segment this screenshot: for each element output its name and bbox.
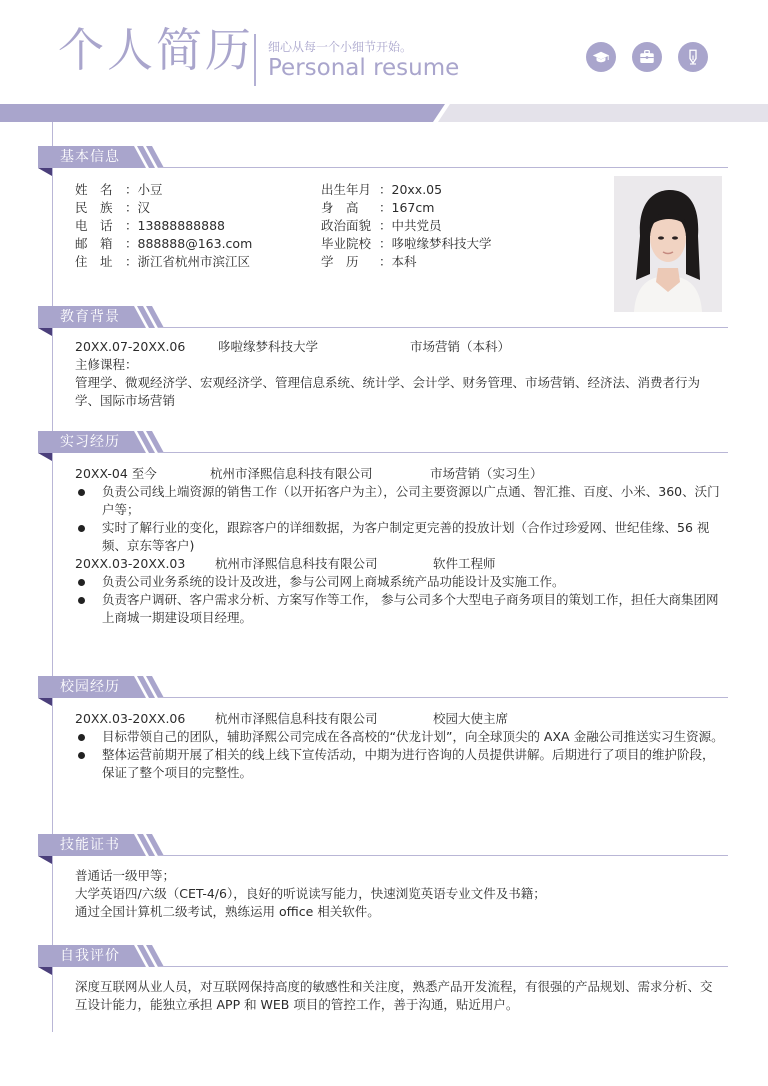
campus-bullets (75, 728, 725, 782)
page-subtitle: Personal resume (268, 55, 460, 81)
title-divider (254, 34, 256, 86)
education-major: 市场营销（本科） (410, 339, 511, 354)
job-bullets (75, 483, 725, 555)
section-header-skills (38, 834, 728, 856)
list-item: 负责公司业务系统的设计及改进，参与公司网上商城系统产品功能设计及实施工作。 (75, 573, 725, 591)
list-item: 负责客户调研、客户需求分析、方案写作等工作， 参与公司多个大型电子商务项目的策划工作，担任大商集团网上商城一期建设项目经理。 (75, 591, 725, 627)
section-title: 教育背景 (60, 309, 120, 325)
section-header-internship (38, 431, 728, 453)
campus-company: 杭州市泽熙信息科技有限公司 (215, 711, 378, 726)
header-band (0, 104, 768, 122)
graduation-cap-icon (586, 42, 616, 72)
list-item: 实时了解行业的变化，跟踪客户的详细数据，为客户制定更完善的投放计划（合作过珍爱网、世纪佳缘、56 视频、京东等客户) (75, 519, 725, 555)
job-date: 20XX-04 至今 (75, 466, 157, 481)
job-bullets (75, 573, 725, 627)
list-item: 目标带领自己的团队，辅助泽熙公司完成在各高校的“伏龙计划”，向全球顶尖的 AXA 金融公司推送实习生资源。 (75, 728, 725, 746)
job-role: 市场营销（实习生） (430, 466, 543, 481)
timeline-line (52, 122, 53, 1032)
courses-list: 管理学、微观经济学、宏观经济学、管理信息系统、统计学、会计学、财务管理、市场营销、经济法、消费者行为学、国际市场营销 (75, 375, 701, 408)
education-school: 哆啦缘梦科技大学 (218, 339, 319, 354)
list-item: 负责公司线上端资源的销售工作（以开拓客户为主），公司主要资源以广点通、智汇推、百度、小米、360、沃门户等； (75, 483, 725, 519)
job-date: 20XX.03-20XX.03 (75, 556, 186, 571)
campus-date: 20XX.03-20XX.06 (75, 711, 186, 726)
section-header-basic (38, 146, 728, 168)
briefcase-icon (632, 42, 662, 72)
job-company: 杭州市泽熙信息科技有限公司 (215, 556, 378, 571)
tagline: 细心从每一个小细节开始。 (268, 40, 413, 54)
self-evaluation-text: 深度互联网从业人员，对互联网保持高度的敏感性和关注度，熟悉产品开发流程，有很强的产品规划、需求分析、交互设计能力，能独立承担 APP 和 WEB 项目的管控工作，善于沟通，贴近用户。 (75, 979, 713, 1012)
section-header-education (38, 306, 728, 328)
section-title: 自我评价 (60, 948, 120, 964)
resume-header (0, 0, 768, 100)
section-header-self (38, 945, 728, 967)
section-title: 校园经历 (60, 679, 120, 695)
section-title: 基本信息 (60, 149, 120, 165)
job-company: 杭州市泽熙信息科技有限公司 (210, 466, 373, 481)
pen-icon (678, 42, 708, 72)
courses-label: 主修课程： (75, 357, 138, 372)
section-title: 实习经历 (60, 434, 120, 450)
skill-line: 通过全国计算机二级考试，熟练运用 office 相关软件。 (75, 904, 380, 919)
list-item: 整体运营前期开展了相关的线上线下宣传活动，中期为进行咨询的人员提供讲解。后期进行了项目的维护阶段，保证了整个项目的完整性。 (75, 746, 725, 782)
page-title: 个人简历 (58, 23, 254, 77)
skill-line: 普通话一级甲等； (75, 868, 176, 883)
job-role: 软件工程师 (433, 556, 496, 571)
section-title: 技能证书 (60, 837, 120, 853)
skill-line: 大学英语四/六级（CET-4/6），良好的听说读写能力，快速浏览英语专业文件及书籍； (75, 886, 546, 901)
section-header-campus (38, 676, 728, 698)
education-date: 20XX.07-20XX.06 (75, 339, 186, 354)
campus-role: 校园大使主席 (433, 711, 509, 726)
profile-photo (614, 176, 722, 312)
